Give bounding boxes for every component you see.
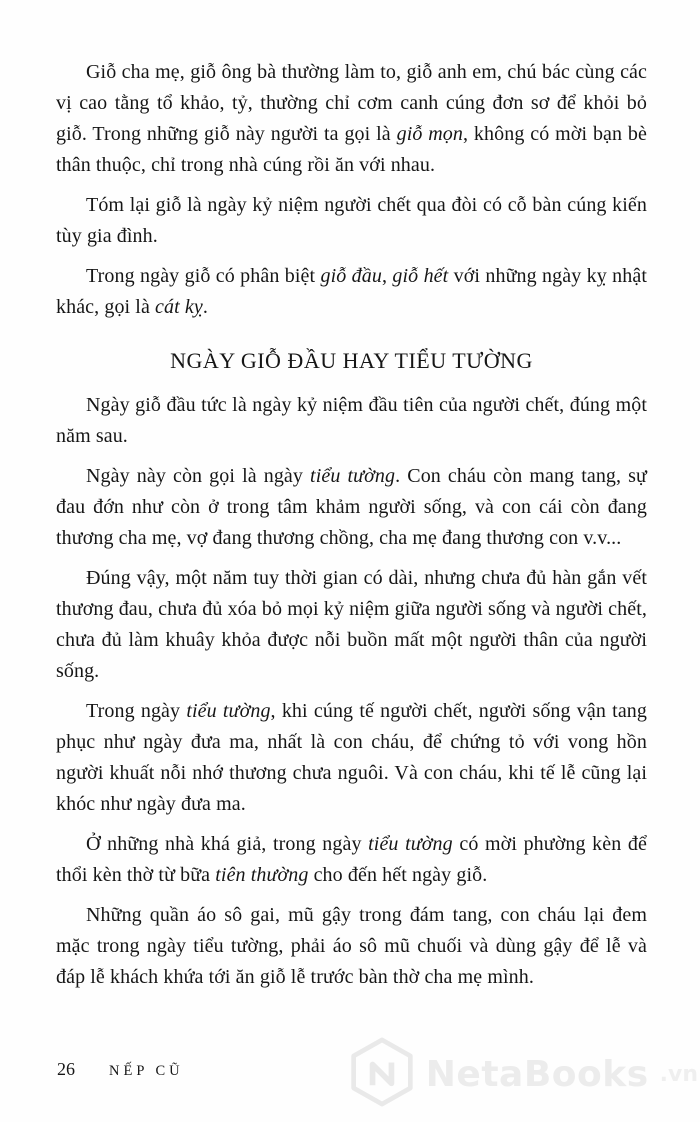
text-segment: với những ngày kỵ nhật khác, gọi là — [56, 265, 647, 318]
paragraphs-before-heading — [56, 57, 647, 323]
paragraph — [56, 261, 647, 323]
text-segment: , khi cúng tế người chết, người sống vận tang phục như ngày đưa ma, nhất là con cháu, để chứng tỏ với vong hồn người khuất nỗi nhớ thương chưa nguôi. Và con cháu, khi tế lễ cũng lại khóc như ngày đưa ma. — [56, 700, 648, 815]
text-segment: Giỗ cha mẹ, giỗ ông bà thường làm to, giỗ anh em, chú bác cùng các vị cao tằng tổ khảo, tỷ, thường chỉ cơm canh cúng đơn sơ để khỏi bỏ giỗ. Trong những giỗ này người ta gọi là — [56, 61, 647, 145]
text-segment: Ngày giỗ đầu tức là ngày kỷ niệm đầu tiên của người chết, đúng một năm sau. — [56, 394, 647, 447]
paragraph — [56, 390, 647, 452]
italic-text-segment: giỗ hết — [392, 265, 449, 287]
text-segment: Tóm lại giỗ là ngày kỷ niệm người chết qua đòi có cỗ bàn cúng kiến tùy gia đình. — [56, 194, 647, 247]
text-segment: , không có mời bạn bè thân thuộc, chỉ trong nhà cúng rồi ăn với nhau. — [56, 123, 648, 176]
paragraph — [56, 461, 647, 554]
italic-text-segment: tiểu tường — [186, 700, 271, 722]
book-title: NẾP CŨ — [109, 1063, 184, 1079]
text-segment: . Con cháu còn mang tang, sự đau đớn như còn ở trong tâm khảm người sống, và con cái còn đang thương cha mẹ, vợ đang thương chồng, cha mẹ đang thương con v.v... — [56, 465, 647, 549]
text-segment: có mời phường kèn để thổi kèn thờ từ bữa — [56, 833, 648, 886]
italic-text-segment: tiểu tường — [310, 465, 396, 487]
italic-text-segment: giỗ đầu — [320, 265, 382, 287]
italic-text-segment: tiên thường — [215, 864, 309, 886]
page-footer — [57, 1059, 184, 1080]
text-segment: Ngày này còn gọi là ngày — [86, 465, 311, 487]
page-content — [56, 57, 647, 1002]
section-heading: NGÀY GIỖ ĐẦU HAY TIỂU TƯỜNG — [170, 348, 533, 373]
paragraph — [56, 57, 647, 181]
watermark-brand-text: NetaBooks — [425, 1054, 649, 1095]
text-segment: , — [381, 265, 393, 287]
paragraph — [56, 900, 647, 993]
text-segment: Những quần áo sô gai, mũ gậy trong đám tang, con cháu lại đem mặc trong ngày tiểu tường, phải áo sô mũ chuối và dùng gậy để lễ và đáp lễ khách khứa tới ăn giỗ lễ trước bàn thờ cha mẹ mình. — [56, 904, 647, 988]
paragraph — [56, 563, 647, 687]
paragraphs-after-heading — [56, 390, 647, 993]
netabooks-logo-icon — [348, 1036, 416, 1113]
text-segment: Trong ngày giỗ có phân biệt — [86, 265, 321, 287]
paragraph — [56, 190, 647, 252]
page-number: 26 — [57, 1059, 75, 1079]
paragraph — [56, 829, 647, 891]
paragraph — [56, 696, 647, 820]
text-segment: cho đến hết ngày giỗ. — [308, 864, 488, 886]
watermark — [348, 1036, 698, 1113]
italic-text-segment: cát kỵ — [155, 296, 203, 318]
italic-text-segment: giỗ mọn — [396, 123, 464, 145]
italic-text-segment: tiểu tường — [368, 833, 453, 855]
watermark-tld-text: .vn — [659, 1062, 698, 1087]
text-segment: Đúng vậy, một năm tuy thời gian có dài, nhưng chưa đủ hàn gắn vết thương đau, chưa đủ xóa bỏ mọi kỷ niệm giữa người sống và người chết, chưa đủ làm khuây khỏa được nỗi buồn mất một người thân của người sống. — [56, 567, 647, 682]
text-segment: Ở những nhà khá giả, trong ngày — [86, 833, 369, 855]
text-segment: . — [202, 296, 208, 318]
text-segment: Trong ngày — [86, 700, 187, 722]
